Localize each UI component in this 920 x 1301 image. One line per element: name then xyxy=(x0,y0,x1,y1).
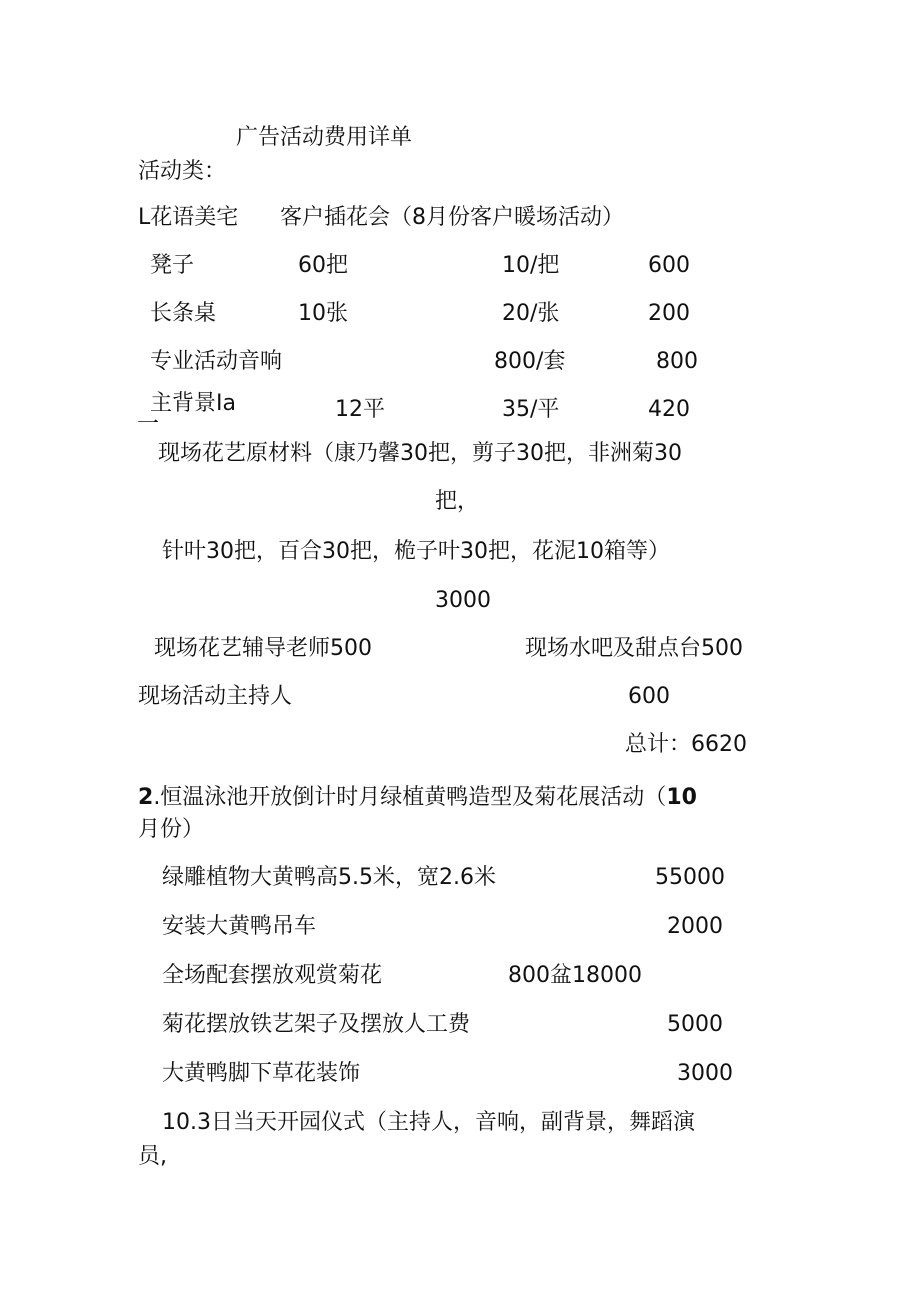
row-total: 55000 xyxy=(655,865,725,890)
section2-heading-bold-end: 10 xyxy=(666,785,697,810)
row-total: 3000 xyxy=(677,1061,733,1086)
row-qty: 12平 xyxy=(335,397,385,422)
row-item: 菊花摆放铁艺架子及摆放人工费 xyxy=(162,1012,471,1037)
tutor-line: 现场花艺辅导老师500 xyxy=(154,636,372,661)
row-item: 大黄鸭脚下草花装饰 xyxy=(162,1061,361,1086)
host-cost: 600 xyxy=(628,684,670,709)
row-qty: 60把 xyxy=(298,253,348,278)
section1-sum: 总计：6620 xyxy=(625,732,747,757)
row-total: 2000 xyxy=(667,914,723,939)
section2-heading-line-1 xyxy=(138,787,697,809)
stray-mark: 一 xyxy=(137,412,160,437)
section1-heading-a: L花语美宅 xyxy=(138,205,239,230)
row-item: 凳子 xyxy=(150,253,195,278)
section2-heading-text: .恒温泳池开放倒计时月绿植黄鸭造型及菊花展活动（ xyxy=(153,785,667,810)
water-bar-line: 现场水吧及甜点台500 xyxy=(525,636,743,661)
row-total: 420 xyxy=(648,397,690,422)
row-total: 5000 xyxy=(667,1012,723,1037)
row-unit-price: 20/张 xyxy=(502,301,560,326)
row-total: 800盆18000 xyxy=(508,963,642,988)
host-line: 现场活动主持人 xyxy=(138,684,293,709)
row-item: 安装大黄鸭吊车 xyxy=(162,914,317,939)
category-label: 活动类： xyxy=(138,159,227,184)
row-item: 全场配套摆放观赏菊花 xyxy=(162,963,383,988)
materials-line-2: 把， xyxy=(435,489,480,514)
row-total: 200 xyxy=(648,301,690,326)
row-item: 绿雕植物大黄鸭高5.5米，宽2.6米 xyxy=(162,865,496,890)
row-item: 专业活动音响 xyxy=(150,349,283,374)
row-unit-price: 10/把 xyxy=(502,253,560,278)
ceremony-line-1: 10.3日当天开园仪式（主持人，音响，副背景，舞蹈演 xyxy=(162,1110,695,1135)
materials-total: 3000 xyxy=(435,588,491,613)
row-item: 主背景Ia xyxy=(150,391,236,416)
row-qty: 10张 xyxy=(298,301,348,326)
section2-heading-line-2: 月份） xyxy=(138,817,205,842)
materials-line-1: 现场花艺原材料（康乃馨30把，剪子30把，非洲菊30 xyxy=(158,441,682,466)
section1-heading-b: 客户插花会（8月份客户暖场活动） xyxy=(280,205,624,230)
section2-number: 2 xyxy=(138,785,154,810)
ceremony-line-2: 员, xyxy=(138,1144,167,1169)
row-unit-price: 800/套 xyxy=(494,349,566,374)
row-total: 800 xyxy=(656,349,698,374)
row-unit-price: 35/平 xyxy=(502,397,560,422)
row-total: 600 xyxy=(648,253,690,278)
materials-line-3: 针叶30把，百合30把，桅子叶30把，花泥10箱等） xyxy=(162,539,670,564)
row-item: 长条桌 xyxy=(150,301,217,326)
page-title: 广告活动费用详单 xyxy=(236,125,413,150)
